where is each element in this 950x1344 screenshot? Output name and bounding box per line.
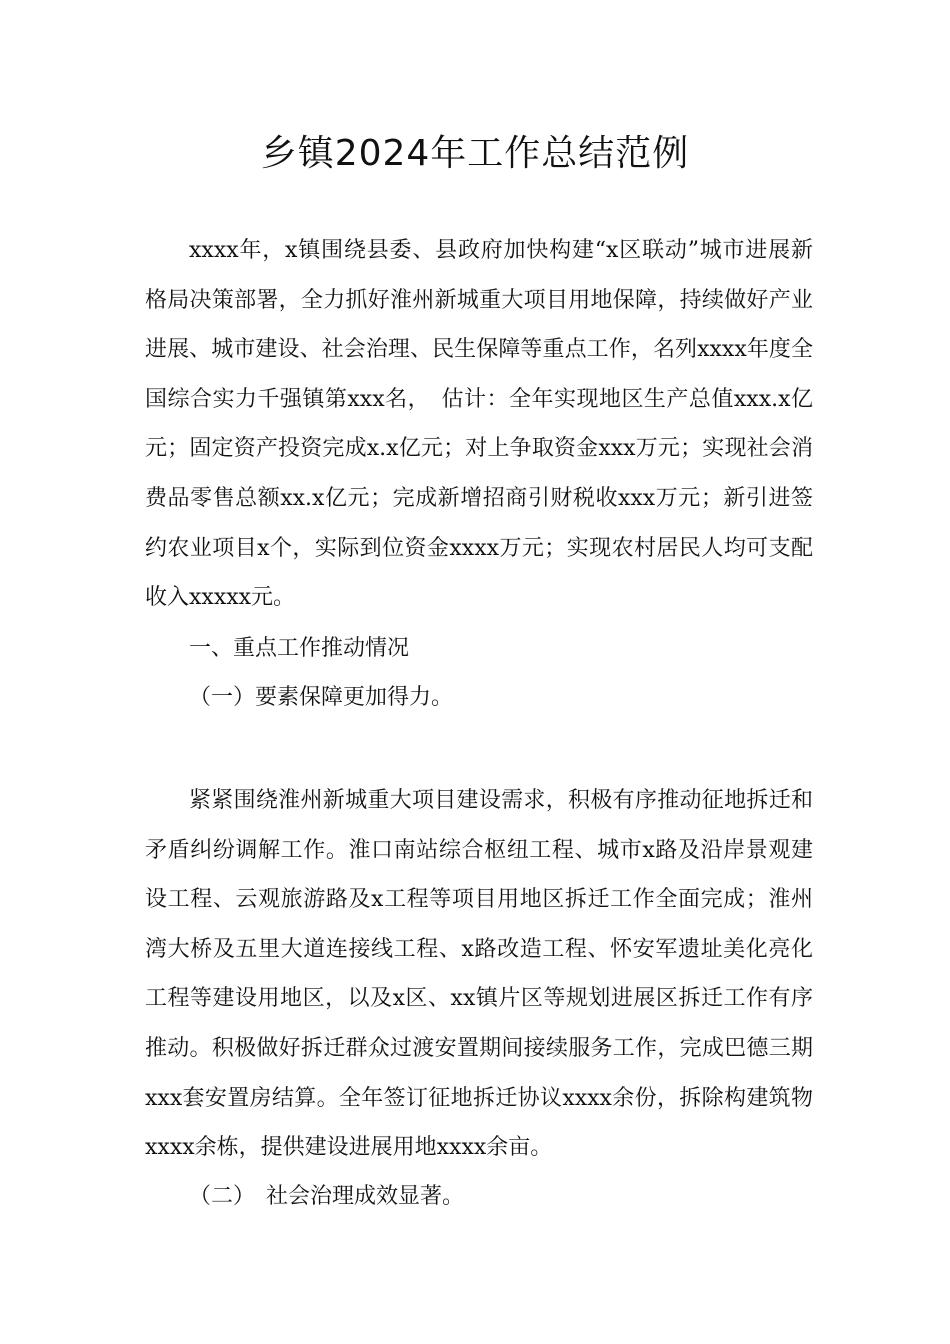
subsection-heading: （一）要素保障更加得力。: [189, 685, 454, 710]
section-heading: 一、重点工作推动情况: [189, 636, 410, 661]
subsection-heading: （二） 社会治理成效显著。: [189, 1184, 465, 1209]
intro-paragraph: xxxx年，x镇围绕县委、县政府加快构建“x区联动”城市进展新格局决策部署，全力抓好淮州新城重大项目用地保障，持续做好产业进展、城市建设、社会治理、民生保障等重点工作，名列xxxx年度全国综合实力千强镇第xxx名， 估计：全年实现地区生产总值xxx.x亿元；固定资产投资完成x.x亿元；对上争取资金xxx万元；实现社会消费品零售总额xx.x亿元；完成新增招商引财税收xxx万元；新引进签约农业项目x个，实际到位资金xxxx万元；实现农村居民人均可支配收入xxxxx元。: [145, 238, 813, 611]
body-paragraph: 紧紧围绕淮州新城重大项目建设需求，积极有序推动征地拆迁和矛盾纠纷调解工作。淮口南站综合枢纽工程、城市x路及沿岸景观建设工程、云观旅游路及x工程等项目用地区拆迁工作全面完成；淮州湾大桥及五里大道连接线工程、x路改造工程、怀安军遗址美化亮化工程等建设用地区，以及x区、xx镇片区等规划进展区拆迁工作有序推动。积极做好拆迁群众过渡安置期间接续服务工作，完成巴德三期xxx套安置房结算。全年签订征地拆迁协议xxxx余份，拆除构建筑物xxxx余栋，提供建设进展用地xxxx余亩。: [145, 788, 813, 1161]
document-title: 乡镇2024年工作总结范例: [260, 133, 690, 174]
